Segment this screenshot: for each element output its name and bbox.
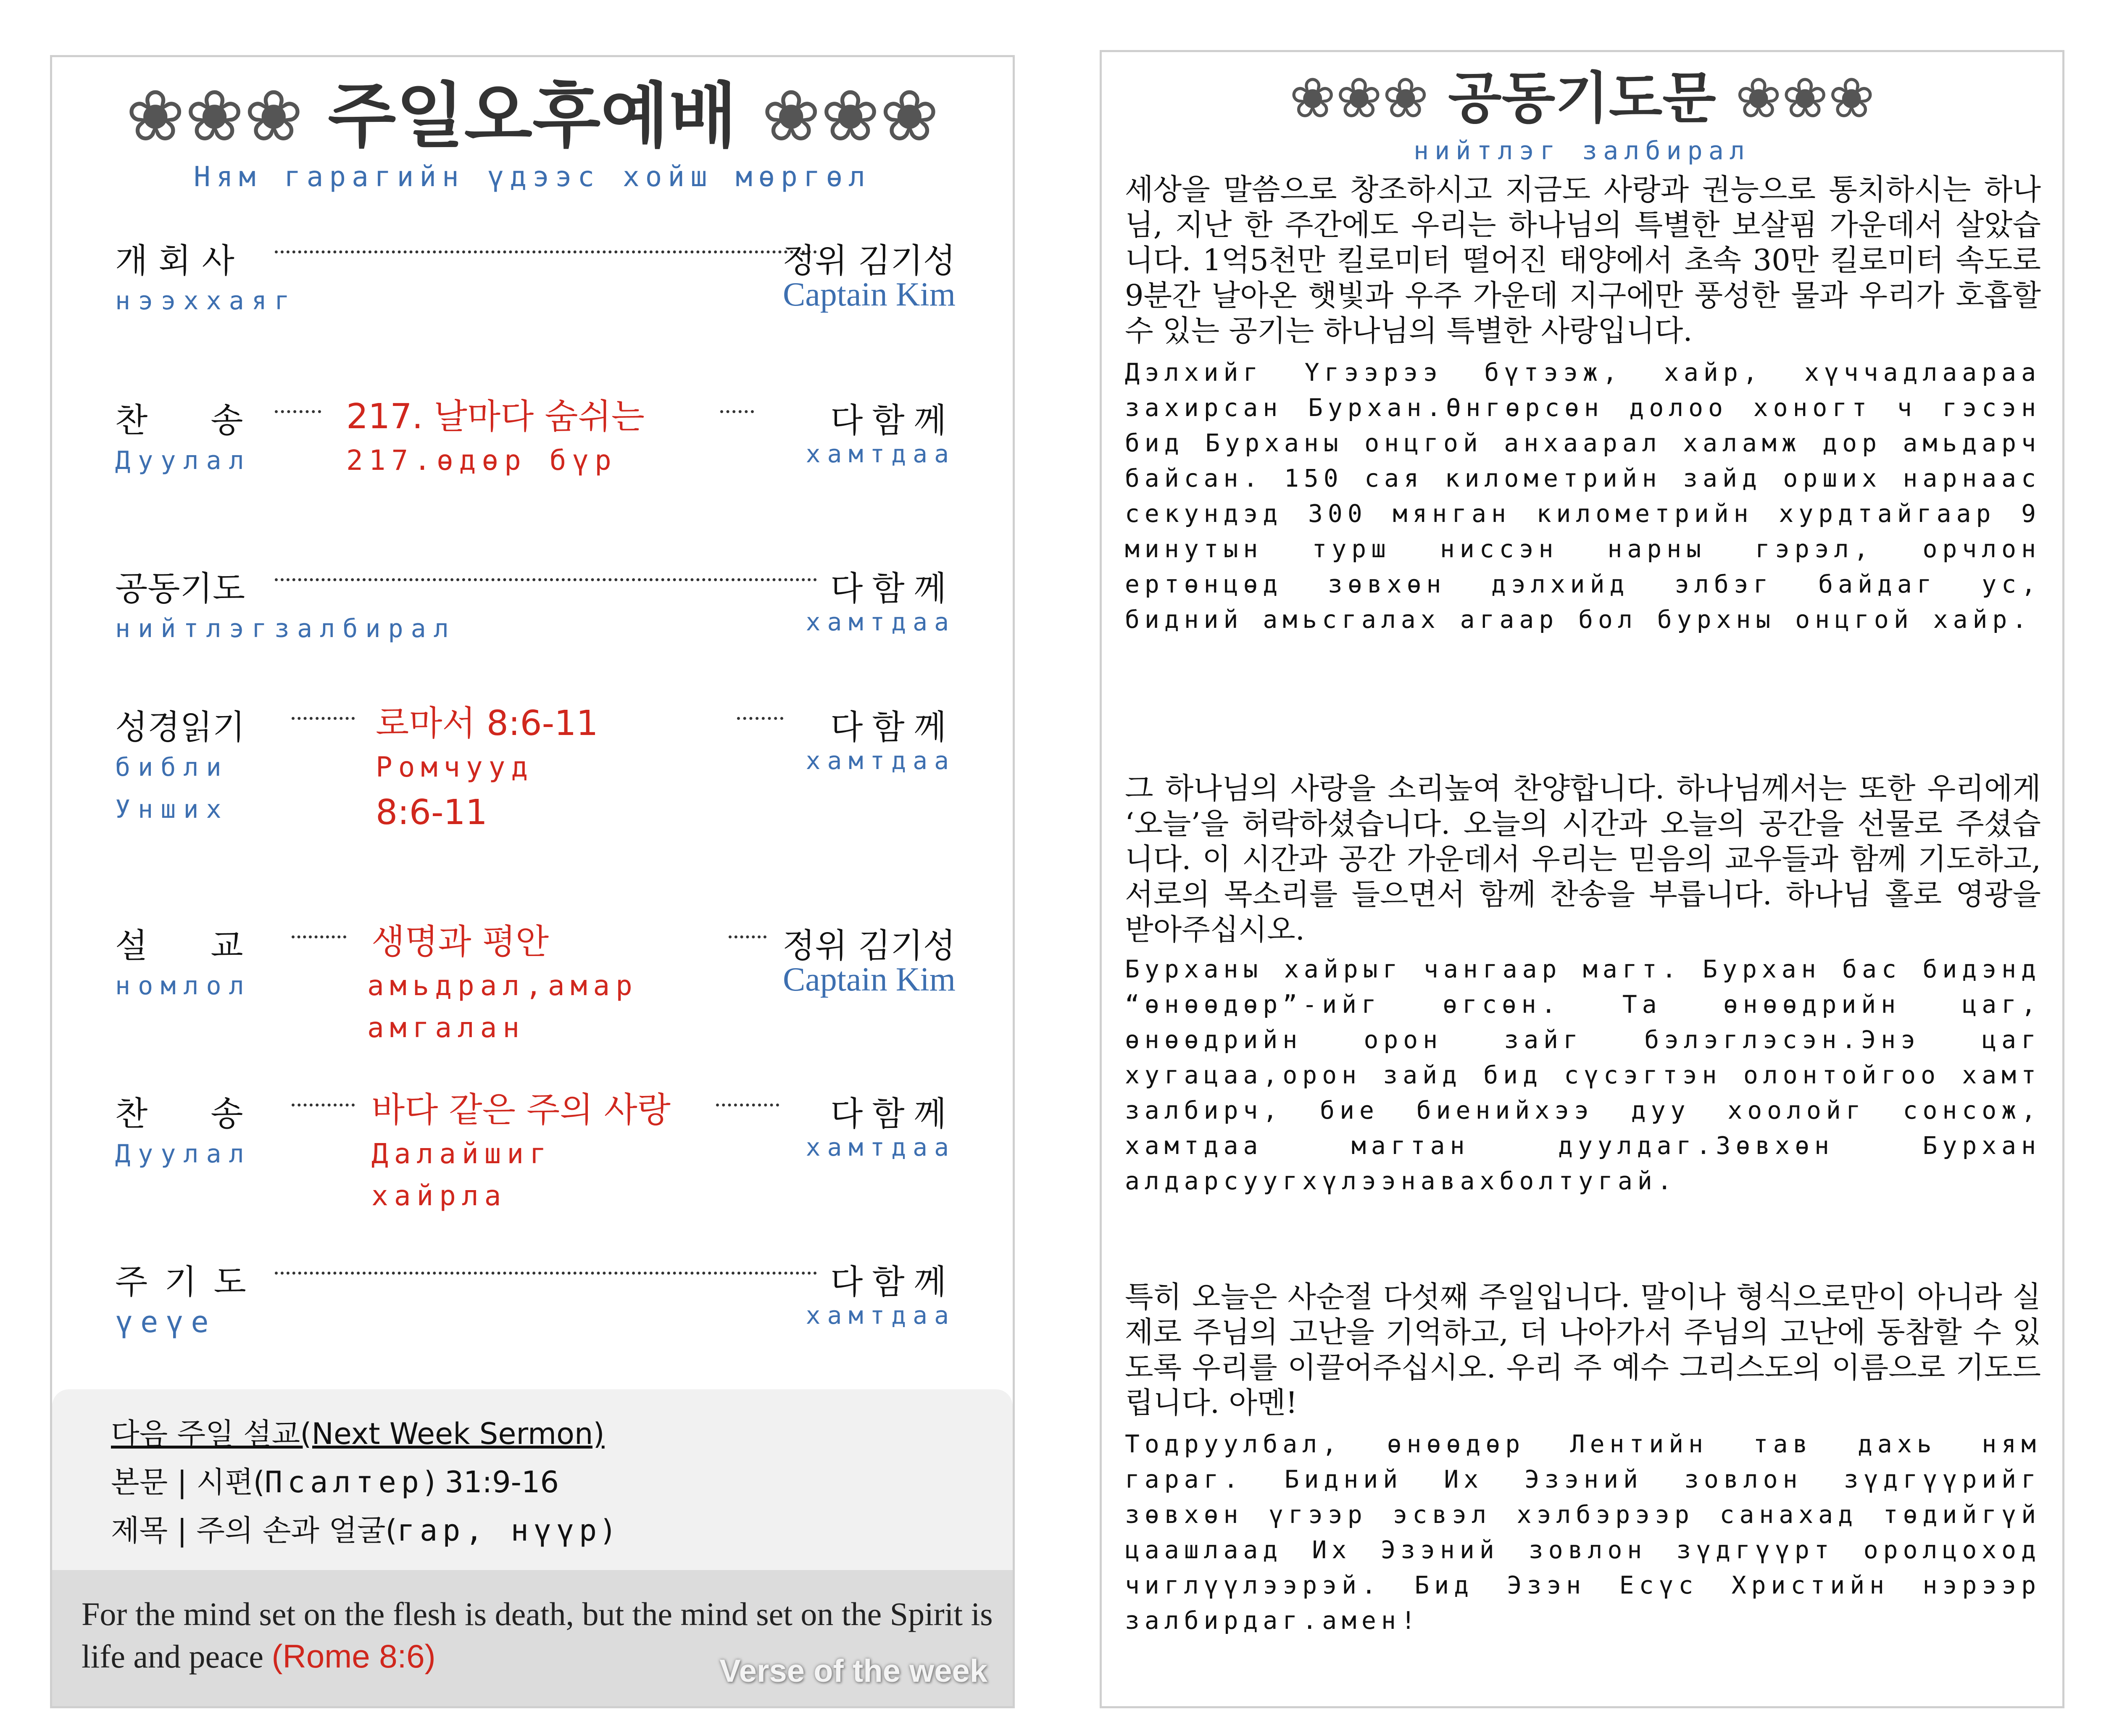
- item-leader-name-mn: хамтдаа: [806, 608, 956, 636]
- prayer-paragraph-3-mn: Тодруулбал, өнөөдөр Лентийн тав дахь ням гараг. Бидний Их Эзэний зовлон зүдгүүрийг зөвхөн үгээр эсвэл хэлбэрээр санахад төдийгүй цаашлаад Их Эзэний зовлон зүдгүүрт оролцоход чиглүүлээрэй. Бид Эзэн Есүс Христийн нэрээр залбирдаг.амен!: [1125, 1430, 2041, 1635]
- next-week-text-mn: Псалтер: [264, 1465, 424, 1499]
- next-week-sermon-box: [52, 1389, 1013, 1570]
- dotted-leader: [275, 250, 817, 253]
- dotted-leader: [275, 1272, 817, 1275]
- item-leader-name-en: Captain Kim: [782, 276, 956, 313]
- item-leader-name: 다함께: [830, 1262, 956, 1301]
- item-detail-mn: Далайшиг хайрла: [371, 1138, 552, 1212]
- item-leader-name-mn: хамтдаа: [806, 1301, 956, 1330]
- item-label-mn: нээххаяг: [115, 286, 297, 316]
- verse-of-the-week-box: [52, 1570, 1013, 1706]
- flower-ornament-icon: ❀❀❀: [126, 75, 303, 157]
- item-leader-name: 정위 김기성: [782, 926, 956, 965]
- next-week-topic-label: 제목 | 주의 손과 얼굴(: [111, 1513, 397, 1548]
- service-title: [52, 74, 1013, 158]
- service-subtitle: Ням гарагийн үдээс хойш мөргөл: [193, 161, 871, 193]
- prayer-subtitle: нийтлэг залбирал: [1414, 136, 1751, 166]
- order-of-service-panel: [50, 55, 1015, 1708]
- next-week-text-label: 본문 | 시편(: [111, 1465, 265, 1499]
- item-leader-name: 다함께: [830, 569, 956, 608]
- item-leader-name: 다함께: [830, 401, 956, 440]
- item-label-mn: нийтлэгзалбирал: [115, 614, 456, 643]
- item-leader-name-mn: хамтдаа: [806, 440, 956, 468]
- prayer-paragraph-1-mn: Дэлхийг Үгээрээ бүтээж, хайр, хүччадлаараа захирсан Бурхан.Өнгөрсөн долоо хоногт ч гэсэн бид Бурханы онцгой анхаарал халамж дор амьдарч байсан. 150 сая километрийн зайд орших нарнаас секундэд 300 мянган километрийн хурдтайгаар 9 минутын турш ниссэн нарны гэрэл, орчлон ертөнцөд зөвхөн дэлхийд элбэг байдаг ус, бидний амьсгалах агаар бол бурхны онцгой хайр.: [1125, 358, 2041, 634]
- dotted-leader: [716, 1104, 779, 1106]
- item-label: 설교: [115, 926, 306, 965]
- item-leader-name: 다함께: [830, 1094, 956, 1133]
- service-title-text: 주일오후예배: [328, 75, 737, 157]
- item-leader-name: 정위 김기성: [782, 241, 956, 280]
- next-week-topic-line: [111, 1507, 613, 1549]
- item-label: 성경읽기: [115, 708, 245, 747]
- item-leader-name-mn: хамтдаа: [806, 1133, 956, 1162]
- prayer-paragraph-1-ko: 세상을 말씀으로 창조하시고 지금도 사랑과 권능으로 통치하시는 하나님, 지난 한 주간에도 우리는 하나님의 특별한 보살핌 가운데서 살았습니다. 1억5천만 킬로미터 떨어진 태양에서 초속 30만 킬로미터 속도로 9분간 날아온 햇빛과 우주 가운데 지구에만 풍성한 물과 우리가 호흡할 수 있는 공기는 하나님의 특별한 사랑입니다.: [1125, 172, 2041, 348]
- flower-ornament-icon: ❀❀❀: [761, 75, 939, 157]
- flower-ornament-icon: ❀❀❀: [1289, 66, 1429, 131]
- item-label: 주기도: [115, 1262, 263, 1301]
- item-label-mn: үеүе: [115, 1305, 216, 1339]
- next-week-text-line: [111, 1459, 559, 1501]
- flower-ornament-icon: ❀❀❀: [1735, 66, 1875, 131]
- common-prayer-panel: [1100, 50, 2064, 1708]
- item-leader-name-en: Captain Kim: [782, 961, 956, 998]
- item-detail: 217. 날마다 숨쉬는: [346, 397, 645, 437]
- verse-of-the-week-label: Verse of the week: [719, 1653, 987, 1689]
- item-detail-mn: амьдрал,амар амгалан: [367, 969, 638, 1044]
- item-detail-extra: 8:6-11: [376, 793, 487, 832]
- item-label-mn: Дуулал: [115, 446, 252, 475]
- dotted-leader: [292, 717, 355, 720]
- item-detail: 로마서 8:6-11: [376, 703, 598, 743]
- item-label-mn: библи Унших: [115, 753, 229, 824]
- prayer-paragraph-3-ko: 특히 오늘은 사순절 다섯째 주일입니다. 말이나 형식으로만이 아니라 실제로 주님의 고난을 기억하고, 더 나아가서 주님의 고난에 동참할 수 있도록 우리를 이끌어주십시오. 우리 주 예수 그리스도의 이름으로 기도드립니다. 아멘!: [1125, 1280, 2041, 1420]
- dotted-leader: [720, 410, 754, 413]
- item-detail: 바다 같은 주의 사랑: [371, 1090, 671, 1130]
- item-label: 개회사: [115, 241, 245, 280]
- next-week-text-ref: ) 31:9-16: [424, 1465, 559, 1499]
- dotted-leader: [729, 935, 766, 938]
- item-leader-name: 다함께: [830, 708, 956, 747]
- dotted-leader: [275, 578, 817, 581]
- dotted-leader: [275, 410, 321, 413]
- item-label-mn: Дуулал: [115, 1139, 252, 1169]
- item-label-mn: номлол: [115, 971, 252, 1001]
- item-detail-mn: 217.өдөр бүр: [346, 444, 617, 477]
- next-week-topic-mn: гар, нүүр: [397, 1513, 602, 1548]
- dotted-leader: [292, 1104, 355, 1106]
- dotted-leader: [292, 935, 346, 938]
- item-detail: 생명과 평안: [371, 922, 549, 962]
- prayer-paragraph-2-ko: 그 하나님의 사랑을 소리높여 찬양합니다. 하나님께서는 또한 우리에게 ‘오늘’을 허락하셨습니다. 오늘의 시간과 오늘의 공간을 선물로 주셨습니다. 이 시간과 공간 가운데서 우리는 믿음의 교우들과 함께 기도하고, 서로의 목소리를 들으면서 함께 찬송을 부릅니다. 하나님 홀로 영광을 받아주십시오.: [1125, 771, 2041, 947]
- item-label: 찬송: [115, 401, 306, 440]
- item-label: 찬송: [115, 1094, 306, 1133]
- next-week-topic-end: ): [602, 1513, 613, 1548]
- prayer-title-text: 공동기도문: [1448, 66, 1716, 131]
- verse-reference: (Rome 8:6): [271, 1638, 436, 1675]
- next-week-title: 다음 주일 설교(Next Week Sermon): [111, 1417, 605, 1451]
- dotted-leader: [737, 717, 783, 720]
- verse-text: For the mind set on the flesh is death, but the mind set on the Spirit is life and peace: [82, 1596, 993, 1675]
- item-detail-mn: Ромчууд: [376, 751, 534, 783]
- item-leader-name-mn: хамтдаа: [806, 746, 956, 775]
- item-label: 공동기도: [115, 569, 245, 608]
- prayer-paragraph-2-mn: Бурханы хайрыг чангаар магт. Бурхан бас бидэнд “өнөөдөр”-ийг өгсөн. Та өнөөдрийн цаг, өнөөдрийн орон зайг бэлэглэсэн.Энэ цаг хугацаа,орон зайд бид сүсэгтэн олонтойгоо хамт залбирч, бие биенийхээ дуу хоолойг сонсож, хамтдаа магтан дуулдаг.Зөвхөн Бурхан алдарсуугхүлээнавахболтугай.: [1125, 955, 2041, 1195]
- prayer-title: [1102, 61, 2062, 136]
